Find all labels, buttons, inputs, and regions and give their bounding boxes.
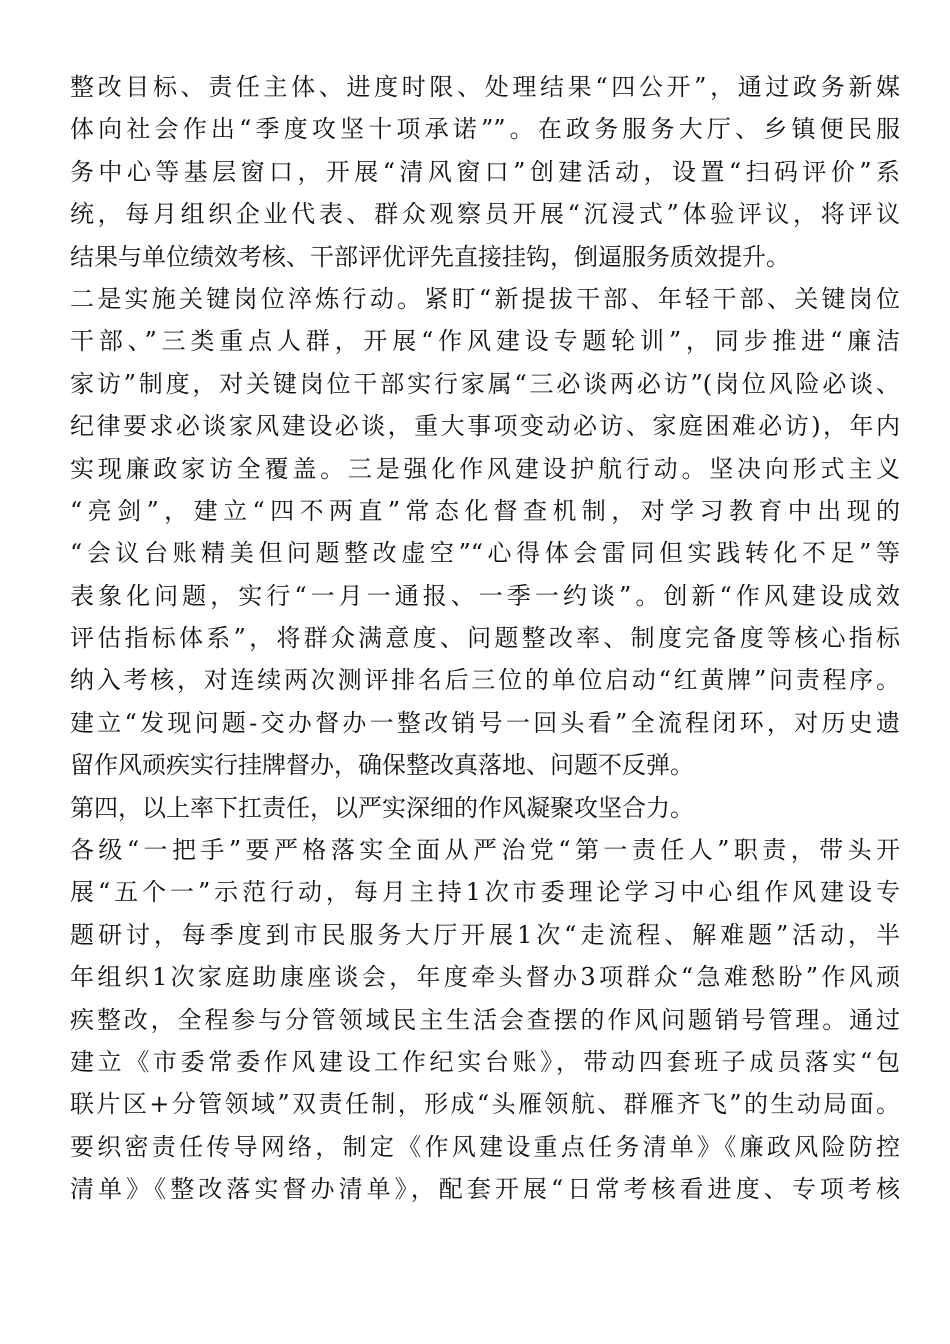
text-line-12: “会议台账精美但问题整改虚空”“心得体会雷同但实践转化不足”等 xyxy=(70,539,900,568)
document-body xyxy=(70,66,900,1211)
text-line-17: 留作风顽疾实行挂牌督办，确保整改真落地、问题不反弹。 xyxy=(70,751,694,780)
text-line-14: 评估指标体系”，将群众满意度、问题整改率、制度完备度等核心指标 xyxy=(70,624,900,653)
text-line-22: 年组织1次家庭助康座谈会，年度牵头督办3项群众“急难愁盼”作风顽 xyxy=(70,963,900,992)
text-line-1: 整改目标、责任主体、进度时限、处理结果“四公开”，通过政务新媒 xyxy=(70,73,900,101)
text-line-9: 纪律要求必谈家风建设必谈，重大事项变动必访、家庭困难必访)，年内 xyxy=(70,412,900,441)
text-line-19: 各级“一把手”要严格落实全面从严治党“第一责任人”职责，带头开 xyxy=(70,836,900,865)
text-line-5: 结果与单位绩效考核、干部评优评先直接挂钩，倒逼服务质效提升。 xyxy=(70,242,790,271)
text-line-26: 要织密责任传导网络，制定《作风建设重点任务清单》《廉政风险防控 xyxy=(70,1132,900,1161)
text-line-11: “亮剑”，建立“四不两直”常态化督查机制，对学习教育中出现的 xyxy=(70,496,900,525)
text-line-8: 家访”制度，对关键岗位干部实行家属“三必谈两必访”(岗位风险必谈、 xyxy=(70,369,900,398)
text-line-21: 题研讨，每季度到市民服务大厅开展1次“走流程、解难题”活动，半 xyxy=(70,920,900,949)
text-line-3: 务中心等基层窗口，开展“清风窗口”创建活动，设置“扫码评价”系 xyxy=(70,157,900,186)
text-line-6: 二是实施关键岗位淬炼行动。紧盯“新提拔干部、年轻干部、关键岗位 xyxy=(70,284,900,313)
text-line-24: 建立《市委常委作风建设工作纪实台账》，带动四套班子成员落实“包 xyxy=(70,1047,900,1076)
text-line-25: 联片区+分管领域”双责任制，形成“头雁领航、群雁齐飞”的生动局面。 xyxy=(70,1090,900,1119)
text-line-7: 干部、”三类重点人群，开展“作风建设专题轮训”，同步推进“廉洁 xyxy=(70,327,900,356)
text-line-16: 建立“发现问题-交办督办一整改销号一回头看”全流程闭环，对历史遗 xyxy=(70,708,900,737)
text-line-10: 实现廉政家访全覆盖。三是强化作风建设护航行动。坚决向形式主义 xyxy=(70,454,900,483)
text-line-20: 展“五个一”示范行动，每月主持1次市委理论学习中心组作风建设专 xyxy=(70,878,900,907)
text-line-13: 表象化问题，实行“一月一通报、一季一约谈”。创新“作风建设成效 xyxy=(70,581,900,610)
text-line-2: 体向社会作出“季度攻坚十项承诺””。在政务服务大厅、乡镇便民服 xyxy=(70,115,900,144)
section-heading: 第四，以上率下扛责任，以严实深细的作风凝聚攻坚合力。 xyxy=(70,793,694,822)
text-line-4: 统，每月组织企业代表、群众观察员开展“沉浸式”体验评议，将评议 xyxy=(70,200,900,229)
text-line-23: 疾整改，全程参与分管领域民主生活会查摆的作风问题销号管理。通过 xyxy=(70,1005,900,1034)
text-line-15: 纳入考核，对连续两次测评排名后三位的单位启动“红黄牌”问责程序。 xyxy=(70,666,900,695)
text-line-27: 清单》《整改落实督办清单》，配套开展“日常考核看进度、专项考核 xyxy=(70,1175,900,1204)
